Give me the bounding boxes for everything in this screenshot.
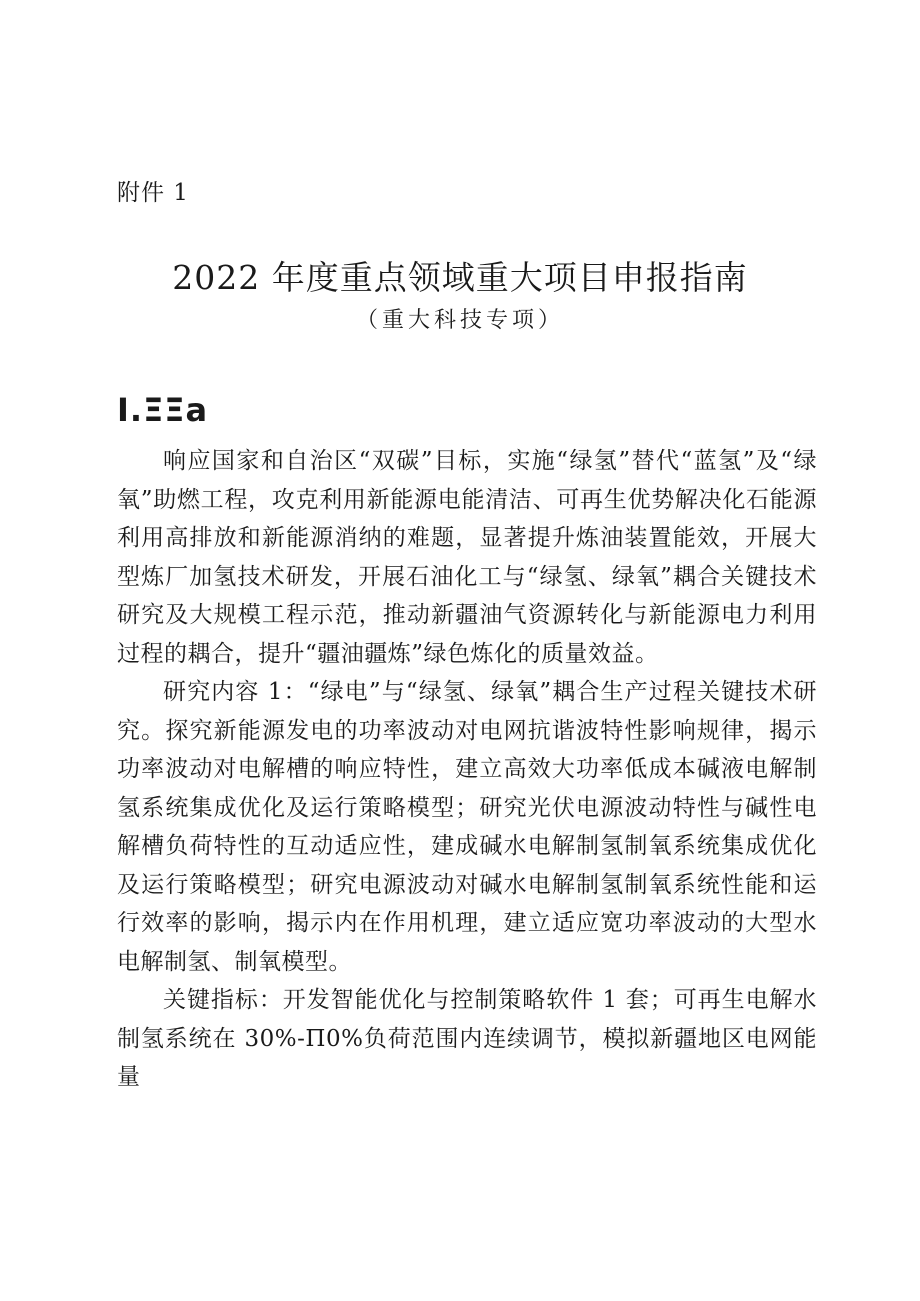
attachment-label: 附件 1 [117, 180, 189, 206]
document-title: 2022 年度重点领域重大项目申报指南 [172, 258, 748, 297]
paragraph-intro: 响应国家和自治区“双碳”目标，实施“绿氢”替代“蓝氢”及“绿氧”助燃工程，攻克利用新能源电能清洁、可再生优势解决化石能源利用高排放和新能源消纳的难题，显著提升炼油装置能效，开展大型炼厂加氢技术研发，开展石油化工与“绿氢、绿氧”耦合关键技术研究及大规模工程示范，推动新疆油气资源转化与新能源电力利用过程的耦合，提升“疆油疆炼”绿色炼化的质量效益。 [117, 448, 817, 667]
body-text [117, 442, 817, 1097]
section-heading: I.ΞΞa [117, 391, 209, 429]
paragraph-key-indicators: 关键指标：开发智能优化与控制策略软件 1 套；可再生电解水制氢系统在 30%-Π0%负荷范围内连续调节，模拟新疆地区电网能量 [117, 987, 817, 1090]
document-subtitle: （重大科技专项） [355, 308, 564, 333]
paragraph-research-content: 研究内容 1：“绿电”与“绿氢、绿氧”耦合生产过程关键技术研究。探究新能源发电的功率波动对电网抗谐波特性影响规律，揭示功率波动对电解槽的响应特性，建立高效大功率低成本碱液电解制氢系统集成优化及运行策略模型；研究光伏电源波动特性与碱性电解槽负荷特性的互动适应性，建成碱水电解制氢制氧系统集成优化及运行策略模型；研究电源波动对碱水电解制氢制氧系统性能和运行效率的影响，揭示内在作用机理，建立适应宽功率波动的大型水电解制氢、制氧模型。 [117, 679, 817, 975]
